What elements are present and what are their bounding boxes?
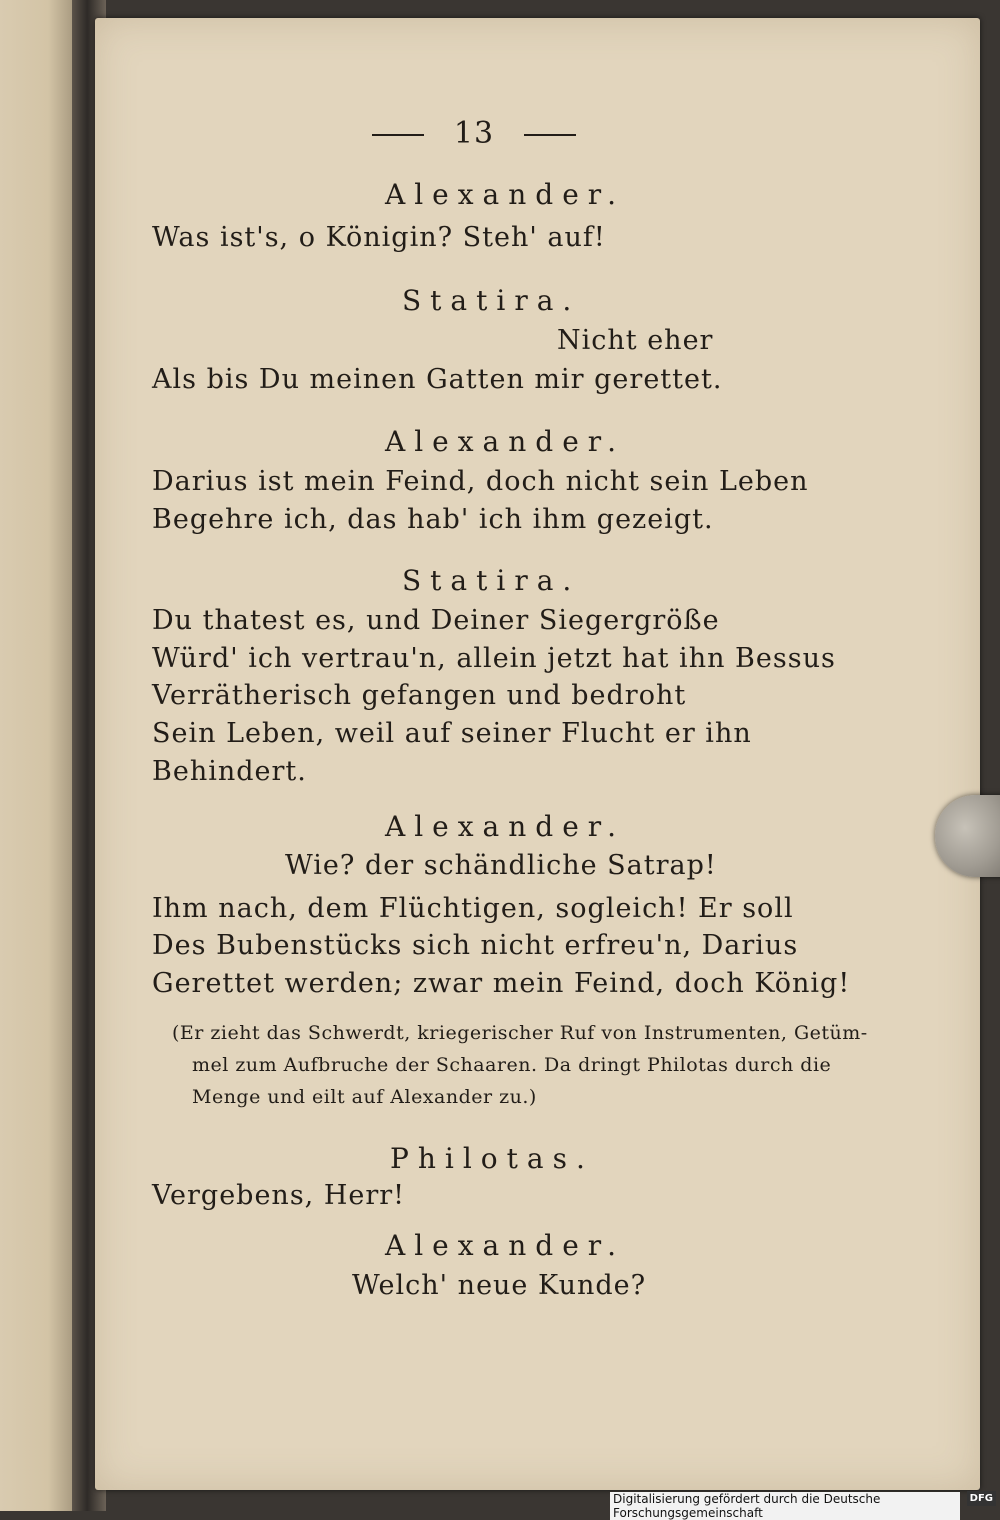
stage-direction: Menge und eilt auf Alexander zu.) — [192, 1086, 537, 1108]
page-number — [0, 116, 948, 151]
speaker-name: Alexander. — [385, 1229, 625, 1262]
verse-line: Verrätherisch gefangen und bedroht — [152, 680, 687, 711]
stage-direction: mel zum Aufbruche der Schaaren. Da dringt Philotas durch die — [192, 1054, 832, 1076]
digitization-footer — [610, 1488, 1000, 1520]
verse-line: Du thatest es, und Deiner Siegergröße — [152, 605, 720, 636]
verse-line: Nicht eher — [557, 325, 714, 356]
dfg-logo: DFG — [967, 1491, 996, 1506]
page-number-rule-left — [372, 134, 424, 136]
verse-line: Welch' neue Kunde? — [352, 1270, 647, 1301]
verse-line: Des Bubenstücks sich nicht erfreu'n, Darius — [152, 930, 799, 961]
verse-line: Behindert. — [152, 756, 307, 787]
verse-line: Als bis Du meinen Gatten mir gerettet. — [152, 364, 723, 395]
speaker-name: Philotas. — [390, 1142, 594, 1175]
page-number-value: 13 — [453, 116, 495, 151]
verse-line: Darius ist mein Feind, doch nicht sein Leben — [152, 466, 809, 497]
verse-line: Wie? der schändliche Satrap! — [285, 850, 717, 881]
speaker-name: Statira. — [402, 564, 581, 597]
left-page-edge — [0, 0, 80, 1511]
speaker-name: Statira. — [402, 284, 581, 317]
speaker-name: Alexander. — [385, 810, 625, 843]
footer-credit: Digitalisierung gefördert durch die Deutsche Forschungsgemeinschaft — [610, 1492, 960, 1520]
verse-line: Vergebens, Herr! — [152, 1180, 406, 1211]
speaker-name: Alexander. — [385, 178, 625, 211]
verse-line: Was ist's, o Königin? Steh' auf! — [152, 222, 606, 253]
verse-line: Begehre ich, das hab' ich ihm gezeigt. — [152, 504, 714, 535]
speaker-name: Alexander. — [385, 425, 625, 458]
verse-line: Sein Leben, weil auf seiner Flucht er ihn — [152, 718, 752, 749]
page-number-rule-right — [524, 134, 576, 136]
verse-line: Ihm nach, dem Flüchtigen, sogleich! Er soll — [152, 893, 794, 924]
verse-line: Würd' ich vertrau'n, allein jetzt hat ihn Bessus — [152, 643, 836, 674]
verse-line: Gerettet werden; zwar mein Feind, doch König! — [152, 968, 851, 999]
stage-direction: (Er zieht das Schwerdt, kriegerischer Ruf von Instrumenten, Getüm- — [172, 1022, 868, 1044]
